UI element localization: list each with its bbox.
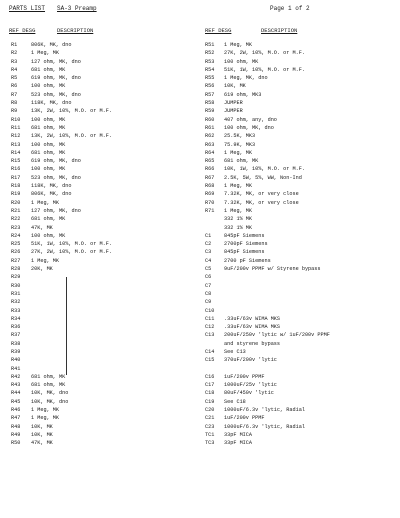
table-row	[9, 315, 199, 323]
table-row	[205, 66, 397, 74]
ref-designator: R9	[11, 108, 18, 115]
table-row	[9, 307, 199, 315]
table-row	[205, 389, 397, 397]
ref-designator: R60	[205, 116, 215, 123]
part-description: 47K, MK	[31, 440, 53, 447]
part-description: 10K, MK, dno	[31, 398, 69, 405]
table-row	[9, 141, 199, 149]
part-description: 100 ohm, MK	[31, 83, 66, 90]
left-column	[9, 27, 199, 448]
table-row	[205, 315, 397, 323]
ref-designator: C12	[205, 324, 215, 331]
table-row	[9, 373, 199, 381]
ref-designator: C23	[205, 423, 215, 430]
left-rows	[9, 41, 199, 448]
table-row	[9, 273, 199, 281]
table-row	[9, 199, 199, 207]
part-description: 10K, MK	[31, 431, 53, 438]
table-row	[205, 149, 397, 157]
ref-designator: R54	[205, 66, 215, 73]
part-description: 25.5K, MK3	[224, 133, 256, 140]
part-description: 681 ohm, MK	[224, 158, 259, 165]
table-row	[205, 248, 397, 256]
table-row	[9, 132, 199, 140]
ref-designator: R19	[11, 191, 21, 198]
page-number: Page 1 of 2	[270, 5, 310, 12]
table-row	[9, 298, 199, 306]
ref-designator: R7	[11, 91, 18, 98]
table-row	[9, 257, 199, 265]
ref-designator: R59	[205, 108, 215, 115]
ref-designator: R5	[11, 75, 18, 82]
table-row	[9, 99, 199, 107]
part-description: 51K, 1W, 10%, M.O. or M.F.	[224, 66, 305, 73]
ref-desg-heading: REF DESG	[205, 27, 232, 34]
table-row	[9, 165, 199, 173]
ref-designator: TC1	[205, 431, 215, 438]
part-description: 1 Meg, MK	[31, 257, 60, 264]
table-row	[9, 66, 199, 74]
ref-designator: R23	[11, 224, 21, 231]
ref-designator: R8	[11, 100, 18, 107]
table-row	[9, 381, 199, 389]
table-row	[205, 41, 397, 49]
part-description: 20K, MK	[31, 266, 53, 273]
ref-designator: R22	[11, 216, 21, 223]
ref-designator: C4	[205, 257, 212, 264]
part-description: 1 Meg, MK	[31, 199, 60, 206]
table-row	[205, 331, 397, 339]
part-description: 407 ohm, any, dno	[224, 116, 277, 123]
part-description: 33pF MICA	[224, 440, 253, 447]
right-column-header	[205, 27, 397, 35]
ref-designator: R14	[11, 149, 21, 156]
ref-designator: R24	[11, 232, 21, 239]
table-row	[205, 423, 397, 431]
part-description: 27K, 2W, 10%, M.O. or M.F.	[224, 50, 305, 57]
table-row	[9, 240, 199, 248]
ref-designator: R21	[11, 207, 21, 214]
ref-desg-heading: REF DESG	[9, 27, 36, 34]
ref-designator: R63	[205, 141, 215, 148]
part-description: 1 Meg, MK	[224, 207, 253, 214]
table-row	[205, 99, 397, 107]
ref-designator: C15	[205, 357, 215, 364]
part-description: 7.32K, MK, or very close	[224, 199, 299, 206]
table-row	[9, 58, 199, 66]
table-row	[205, 232, 397, 240]
description-heading: DESCRIPTION	[261, 27, 298, 34]
part-description: 10K, MK	[31, 423, 53, 430]
ref-designator: C20	[205, 407, 215, 414]
table-row	[9, 82, 199, 90]
right-column	[205, 27, 397, 448]
ref-designator: R52	[205, 50, 215, 57]
table-row	[9, 323, 199, 331]
table-row	[205, 431, 397, 439]
ref-designator: R48	[11, 423, 21, 430]
table-row	[205, 165, 397, 173]
part-description: 10K, 1W, 10%, M.O. or M.F.	[224, 166, 305, 173]
table-row	[205, 240, 397, 248]
part-description: 9uF/200v PPMF w/ Styrene bypass	[224, 266, 321, 273]
table-row	[9, 265, 199, 273]
table-row	[9, 149, 199, 157]
ref-designator: C6	[205, 274, 212, 281]
part-description: 100 ohm, MK	[31, 232, 66, 239]
ref-designator: R28	[11, 266, 21, 273]
part-description: 681 ohm, MK	[31, 149, 66, 156]
table-row	[205, 207, 397, 215]
table-row	[9, 356, 199, 364]
part-description: 13K, 2W, 10%, M.O. or M.F.	[31, 133, 112, 140]
part-description: See C18	[224, 398, 246, 405]
part-description: .33uF/63v WIMA MKS	[224, 324, 281, 331]
part-description: 806K, MK, dno	[31, 191, 72, 198]
part-description: 27K, 2W, 10%, M.O. or M.F.	[31, 249, 112, 256]
part-description: 100 ohm, MK	[31, 141, 66, 148]
ref-designator: R62	[205, 133, 215, 140]
ref-designator: R27	[11, 257, 21, 264]
part-description: 1000uF/6.3v 'lytic, Radial	[224, 407, 305, 414]
table-row	[205, 116, 397, 124]
ref-designator: R66	[205, 166, 215, 173]
table-row	[205, 365, 397, 373]
ref-designator: C7	[205, 282, 212, 289]
table-row	[205, 157, 397, 165]
table-row	[9, 340, 199, 348]
table-row	[205, 298, 397, 306]
table-row	[205, 58, 397, 66]
table-row	[9, 224, 199, 232]
table-row	[205, 82, 397, 90]
ref-designator: R64	[205, 149, 215, 156]
table-row	[9, 74, 199, 82]
part-description: 681 ohm, MK	[31, 373, 66, 380]
table-row	[9, 248, 199, 256]
ref-designator: R34	[11, 315, 21, 322]
ref-designator: R36	[11, 324, 21, 331]
table-row	[9, 406, 199, 414]
ref-designator: R30	[11, 282, 21, 289]
part-description: 80uF/450v 'lytic	[224, 390, 274, 397]
table-row	[205, 257, 397, 265]
part-description: 332 1% MK	[224, 216, 253, 223]
ref-designator: R11	[11, 124, 21, 131]
ref-designator: R57	[205, 91, 215, 98]
ref-designator: R1	[11, 42, 18, 48]
table-row	[9, 431, 199, 439]
part-description: .33uF/63v WIMA MKS	[224, 315, 281, 322]
part-description: 100 ohm, MK	[224, 58, 259, 65]
table-row	[205, 290, 397, 298]
part-description: and styrene bypass	[224, 340, 281, 347]
ref-designator: R46	[11, 407, 21, 414]
part-description: 2700 pF Siemens	[224, 257, 271, 264]
table-row	[205, 323, 397, 331]
table-row	[9, 331, 199, 339]
ref-designator: R65	[205, 158, 215, 165]
ref-designator: R25	[11, 241, 21, 248]
table-row	[9, 365, 199, 373]
table-row	[9, 91, 199, 99]
table-row	[9, 190, 199, 198]
ref-designator: R70	[205, 199, 215, 206]
ref-designator: C14	[205, 348, 215, 355]
part-description: 1 Meg, MK	[224, 183, 253, 190]
ref-designator: R43	[11, 382, 21, 389]
ref-designator: R50	[11, 440, 21, 447]
ref-designator: C2	[205, 241, 212, 248]
part-description: 845pF Siemens	[224, 232, 265, 239]
part-description: 1uF/200v PPMF	[224, 373, 265, 380]
ref-designator: R16	[11, 166, 21, 173]
ref-designator: R38	[11, 340, 21, 347]
table-row	[205, 307, 397, 315]
table-row	[205, 74, 397, 82]
ref-designator: R44	[11, 390, 21, 397]
ref-designator: R40	[11, 357, 21, 364]
table-row	[205, 340, 397, 348]
table-row	[205, 91, 397, 99]
part-description: 7.32K, MK, or very close	[224, 191, 299, 198]
ref-designator: R71	[205, 207, 215, 214]
ref-designator: C21	[205, 415, 215, 422]
part-description: 681 ohm, MK	[31, 382, 66, 389]
table-row	[205, 124, 397, 132]
ref-designator: C8	[205, 290, 212, 297]
part-description: 523 ohm, MK, dno	[31, 91, 81, 98]
part-description: 1 Meg, MK	[31, 407, 60, 414]
ref-designator: C1	[205, 232, 212, 239]
table-row	[9, 157, 199, 165]
table-row	[205, 107, 397, 115]
table-row	[205, 215, 397, 223]
ref-designator: R39	[11, 348, 21, 355]
ref-designator: C5	[205, 266, 212, 273]
table-row	[205, 141, 397, 149]
ref-designator: R2	[11, 50, 18, 57]
part-description: 619 ohm, MK, dno	[31, 158, 81, 165]
table-row	[9, 232, 199, 240]
ref-designator: R47	[11, 415, 21, 422]
part-description: 47K, MK	[31, 224, 53, 231]
table-row	[205, 398, 397, 406]
part-description: 332 1% MK	[224, 224, 253, 231]
ref-designator: C13	[205, 332, 215, 339]
ref-designator: C3	[205, 249, 212, 256]
ref-designator: R49	[11, 431, 21, 438]
ref-designator: R41	[11, 365, 21, 372]
table-row	[9, 41, 199, 49]
part-description: 2700pF Siemens	[224, 241, 268, 248]
table-row	[9, 290, 199, 298]
table-row	[205, 174, 397, 182]
table-row	[205, 348, 397, 356]
table-row	[205, 190, 397, 198]
table-row	[205, 265, 397, 273]
part-description: 1 Meg, MK	[224, 149, 253, 156]
part-description: 681 ohm, MK	[31, 66, 66, 73]
ref-designator: R10	[11, 116, 21, 123]
ref-designator: R12	[11, 133, 21, 140]
table-row	[205, 439, 397, 447]
ref-designator: R29	[11, 274, 21, 281]
ref-designator: R56	[205, 83, 215, 90]
part-description: 100 ohm, MK	[31, 116, 66, 123]
table-row	[205, 282, 397, 290]
part-description: 1000uF/25v 'lytic	[224, 382, 277, 389]
table-row	[205, 406, 397, 414]
part-description: 1000uF/6.3v 'lytic, Radial	[224, 423, 305, 430]
ref-designator: C18	[205, 390, 215, 397]
table-row	[205, 199, 397, 207]
right-rows	[205, 41, 397, 448]
part-description: 10K, MK, dno	[31, 390, 69, 397]
part-description: 51K, 1W, 10%, M.O. or M.F.	[31, 241, 112, 248]
table-row	[9, 207, 199, 215]
table-row	[205, 373, 397, 381]
table-row	[9, 282, 199, 290]
part-description: 10K, MK	[224, 83, 246, 90]
ref-designator: R13	[11, 141, 21, 148]
ref-designator: C11	[205, 315, 215, 322]
ref-designator: R61	[205, 124, 215, 131]
table-row	[205, 182, 397, 190]
ref-designator: C16	[205, 373, 215, 380]
part-description: JUMPER	[224, 100, 243, 107]
part-description: 1 Meg, MK	[31, 50, 60, 57]
part-description: 523 ohm, MK, dno	[31, 174, 81, 181]
ref-designator: R53	[205, 58, 215, 65]
ref-designator: TC3	[205, 440, 215, 447]
table-row	[205, 224, 397, 232]
part-description: 100 ohm, MK	[31, 166, 66, 173]
ref-designator: R33	[11, 307, 21, 314]
table-row	[9, 439, 199, 447]
part-description: 127 ohm, MK, dno	[31, 207, 81, 214]
part-description: 33pF MICA	[224, 431, 253, 438]
part-description: 370uF/200v 'lytic	[224, 357, 277, 364]
part-description: 1uF/200v PPMF	[224, 415, 265, 422]
part-description: 13K, 2W, 10%, M.O. or M.F.	[31, 108, 112, 115]
ref-designator: R68	[205, 183, 215, 190]
description-heading: DESCRIPTION	[57, 27, 94, 34]
table-row	[9, 215, 199, 223]
ref-designator: R26	[11, 249, 21, 256]
continuation-line	[66, 277, 67, 375]
part-description: 619 ohm, MK, dno	[31, 75, 81, 82]
part-description: JUMPER	[224, 108, 243, 115]
ref-designator: C9	[205, 299, 212, 306]
ref-designator: R58	[205, 100, 215, 107]
ref-designator: R32	[11, 299, 21, 306]
ref-designator: R3	[11, 58, 18, 65]
part-description: 75.9K, MK3	[224, 141, 256, 148]
ref-designator: R6	[11, 83, 18, 90]
document-title: SA-3 Preamp	[57, 5, 97, 12]
part-description: 681 ohm, MK	[31, 124, 66, 131]
ref-designator: R69	[205, 191, 215, 198]
table-row	[9, 423, 199, 431]
table-row	[9, 174, 199, 182]
part-description: 845pF Siemens	[224, 249, 265, 256]
ref-designator: R51	[205, 42, 215, 48]
ref-designator: R67	[205, 174, 215, 181]
part-description: 806K, MK, dno	[31, 42, 72, 48]
part-description: 2.5K, 5W, 5%, WW, Non-Ind	[224, 174, 302, 181]
table-row	[9, 414, 199, 422]
table-row	[9, 398, 199, 406]
ref-designator: C19	[205, 398, 215, 405]
part-description: 100 ohm, MK, dno	[224, 124, 274, 131]
part-description: 1 Meg, MK, dno	[224, 75, 268, 82]
left-column-header	[9, 27, 199, 35]
table-row	[9, 49, 199, 57]
table-row	[205, 49, 397, 57]
table-row	[9, 389, 199, 397]
part-description: 681 ohm, MK	[31, 216, 66, 223]
ref-designator: C17	[205, 382, 215, 389]
ref-designator: R31	[11, 290, 21, 297]
table-row	[9, 348, 199, 356]
table-row	[205, 414, 397, 422]
part-description: 127 ohm, MK, dno	[31, 58, 81, 65]
table-row	[9, 116, 199, 124]
ref-designator: R42	[11, 373, 21, 380]
table-row	[9, 107, 199, 115]
part-description: See C13	[224, 348, 246, 355]
ref-designator: R18	[11, 183, 21, 190]
ref-designator: R55	[205, 75, 215, 82]
ref-designator: C10	[205, 307, 215, 314]
part-description: 1 Meg, MK	[31, 415, 60, 422]
ref-designator: R17	[11, 174, 21, 181]
ref-designator: R15	[11, 158, 21, 165]
parts-list-title: PARTS LIST	[9, 5, 46, 12]
table-row	[205, 273, 397, 281]
table-row	[205, 381, 397, 389]
ref-designator: R20	[11, 199, 21, 206]
ref-designator: R45	[11, 398, 21, 405]
part-description: 118K, MK, dno	[31, 100, 72, 107]
part-description: 1 Meg, MK	[224, 42, 253, 48]
part-description: 118K, MK, dno	[31, 183, 72, 190]
part-description: 619 ohm, MK3	[224, 91, 262, 98]
ref-designator: R37	[11, 332, 21, 339]
part-description: 200uF/250v 'lytic w/ 1uF/200v PPMF	[224, 332, 330, 339]
table-row	[9, 182, 199, 190]
table-row	[205, 132, 397, 140]
table-row	[205, 356, 397, 364]
ref-designator: R4	[11, 66, 18, 73]
table-row	[9, 124, 199, 132]
